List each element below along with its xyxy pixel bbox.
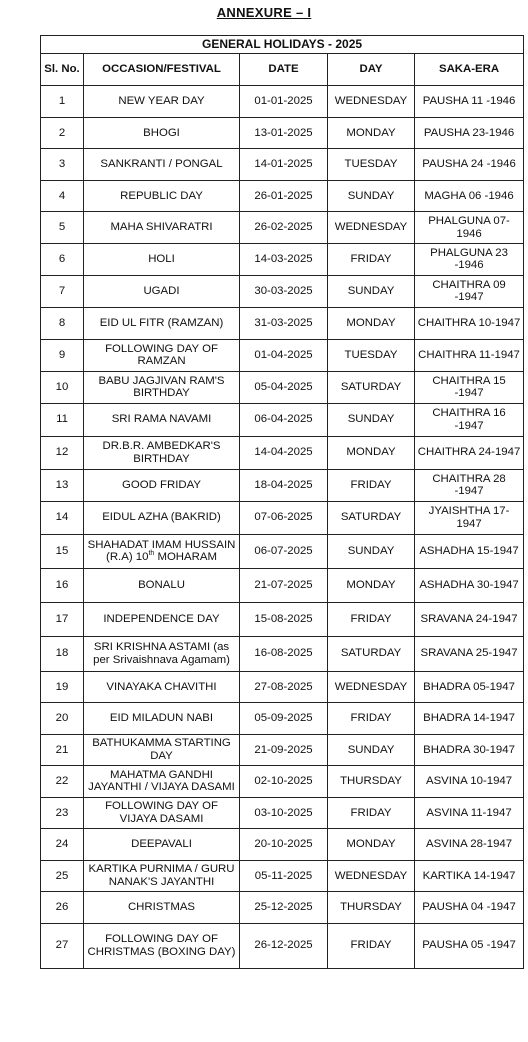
cell-occasion: DEEPAVALI xyxy=(84,829,240,861)
cell-saka-era: JYAISHTHA 17-1947 xyxy=(415,501,524,534)
cell-day: MONDAY xyxy=(328,829,415,861)
cell-date: 21-07-2025 xyxy=(240,568,328,602)
cell-occasion: SRI KRISHNA ASTAMI (as per Srivaishnava Agamam) xyxy=(84,636,240,671)
cell-date: 20-10-2025 xyxy=(240,829,328,861)
table-row xyxy=(41,636,524,671)
cell-saka-era: CHAITHRA 24-1947 xyxy=(415,436,524,469)
cell-sl-no: 18 xyxy=(41,636,84,671)
cell-sl-no: 13 xyxy=(41,469,84,501)
table-row xyxy=(41,149,524,181)
table-row xyxy=(41,212,524,244)
table-row xyxy=(41,403,524,436)
cell-date: 16-08-2025 xyxy=(240,636,328,671)
cell-day: MONDAY xyxy=(328,568,415,602)
cell-date: 14-01-2025 xyxy=(240,149,328,181)
cell-sl-no: 21 xyxy=(41,734,84,766)
cell-date: 25-12-2025 xyxy=(240,892,328,924)
cell-occasion: REPUBLIC DAY xyxy=(84,180,240,212)
cell-occasion: CHRISTMAS xyxy=(84,892,240,924)
table-row xyxy=(41,703,524,735)
cell-day: SUNDAY xyxy=(328,180,415,212)
table-row xyxy=(41,469,524,501)
header-occasion: OCCASION/FESTIVAL xyxy=(84,54,240,86)
cell-saka-era: PHALGUNA 23 -1946 xyxy=(415,244,524,276)
cell-saka-era: CHAITHRA 28 -1947 xyxy=(415,469,524,501)
cell-occasion: SRI RAMA NAVAMI xyxy=(84,403,240,436)
cell-saka-era: ASVINA 10-1947 xyxy=(415,766,524,798)
cell-date: 03-10-2025 xyxy=(240,797,328,829)
cell-day: SUNDAY xyxy=(328,275,415,307)
cell-sl-no: 20 xyxy=(41,703,84,735)
cell-date: 02-10-2025 xyxy=(240,766,328,798)
cell-date: 14-03-2025 xyxy=(240,244,328,276)
cell-saka-era: PAUSHA 04 -1947 xyxy=(415,892,524,924)
cell-saka-era: ASHADHA 15-1947 xyxy=(415,534,524,568)
cell-saka-era: CHAITHRA 11-1947 xyxy=(415,339,524,371)
cell-day: SATURDAY xyxy=(328,501,415,534)
cell-date: 05-04-2025 xyxy=(240,371,328,403)
cell-sl-no: 23 xyxy=(41,797,84,829)
cell-sl-no: 26 xyxy=(41,892,84,924)
cell-saka-era: BHADRA 30-1947 xyxy=(415,734,524,766)
cell-saka-era: PAUSHA 24 -1946 xyxy=(415,149,524,181)
cell-day: FRIDAY xyxy=(328,244,415,276)
cell-day: SATURDAY xyxy=(328,371,415,403)
cell-date: 01-04-2025 xyxy=(240,339,328,371)
cell-occasion: GOOD FRIDAY xyxy=(84,469,240,501)
cell-occasion: EID MILADUN NABI xyxy=(84,703,240,735)
cell-occasion: NEW YEAR DAY xyxy=(84,86,240,118)
cell-saka-era: BHADRA 14-1947 xyxy=(415,703,524,735)
cell-date: 21-09-2025 xyxy=(240,734,328,766)
cell-day: FRIDAY xyxy=(328,703,415,735)
cell-occasion: FOLLOWING DAY OF RAMZAN xyxy=(84,339,240,371)
table-row xyxy=(41,501,524,534)
cell-saka-era: PHALGUNA 07-1946 xyxy=(415,212,524,244)
cell-saka-era: MAGHA 06 -1946 xyxy=(415,180,524,212)
cell-day: WEDNESDAY xyxy=(328,671,415,703)
cell-sl-no: 4 xyxy=(41,180,84,212)
cell-saka-era: SRAVANA 25-1947 xyxy=(415,636,524,671)
cell-day: MONDAY xyxy=(328,436,415,469)
cell-saka-era: CHAITHRA 09 -1947 xyxy=(415,275,524,307)
cell-sl-no: 12 xyxy=(41,436,84,469)
cell-sl-no: 17 xyxy=(41,602,84,636)
cell-occasion: EID UL FITR (RAMZAN) xyxy=(84,307,240,339)
cell-sl-no: 25 xyxy=(41,860,84,892)
cell-occasion: MAHA SHIVARATRI xyxy=(84,212,240,244)
table-row xyxy=(41,307,524,339)
cell-day: WEDNESDAY xyxy=(328,86,415,118)
header-day: DAY xyxy=(328,54,415,86)
table-row xyxy=(41,734,524,766)
table-row xyxy=(41,892,524,924)
cell-saka-era: ASVINA 28-1947 xyxy=(415,829,524,861)
cell-saka-era: BHADRA 05-1947 xyxy=(415,671,524,703)
cell-saka-era: SRAVANA 24-1947 xyxy=(415,602,524,636)
cell-day: MONDAY xyxy=(328,117,415,149)
cell-occasion: KARTIKA PURNIMA / GURU NANAK'S JAYANTHI xyxy=(84,860,240,892)
table-row xyxy=(41,275,524,307)
cell-day: FRIDAY xyxy=(328,923,415,968)
cell-day: SUNDAY xyxy=(328,403,415,436)
cell-sl-no: 3 xyxy=(41,149,84,181)
cell-day: THURSDAY xyxy=(328,766,415,798)
cell-occasion: INDEPENDENCE DAY xyxy=(84,602,240,636)
cell-saka-era: KARTIKA 14-1947 xyxy=(415,860,524,892)
cell-date: 27-08-2025 xyxy=(240,671,328,703)
header-date: DATE xyxy=(240,54,328,86)
table-row xyxy=(41,829,524,861)
cell-sl-no: 7 xyxy=(41,275,84,307)
table-row xyxy=(41,436,524,469)
cell-occasion: FOLLOWING DAY OF VIJAYA DASAMI xyxy=(84,797,240,829)
cell-sl-no: 19 xyxy=(41,671,84,703)
cell-date: 15-08-2025 xyxy=(240,602,328,636)
cell-sl-no: 24 xyxy=(41,829,84,861)
cell-sl-no: 1 xyxy=(41,86,84,118)
cell-date: 18-04-2025 xyxy=(240,469,328,501)
cell-sl-no: 10 xyxy=(41,371,84,403)
table-row xyxy=(41,860,524,892)
table-row xyxy=(41,797,524,829)
holidays-table xyxy=(40,35,524,969)
table-row xyxy=(41,671,524,703)
cell-sl-no: 27 xyxy=(41,923,84,968)
table-row xyxy=(41,371,524,403)
table-row xyxy=(41,339,524,371)
cell-saka-era: CHAITHRA 16 -1947 xyxy=(415,403,524,436)
cell-occasion: BHOGI xyxy=(84,117,240,149)
cell-day: SUNDAY xyxy=(328,534,415,568)
cell-sl-no: 16 xyxy=(41,568,84,602)
cell-saka-era: PAUSHA 05 -1947 xyxy=(415,923,524,968)
cell-date: 05-11-2025 xyxy=(240,860,328,892)
table-row xyxy=(41,86,524,118)
cell-occasion: FOLLOWING DAY OF CHRISTMAS (BOXING DAY) xyxy=(84,923,240,968)
cell-occasion: BABU JAGJIVAN RAM'S BIRTHDAY xyxy=(84,371,240,403)
cell-date: 31-03-2025 xyxy=(240,307,328,339)
cell-occasion: HOLI xyxy=(84,244,240,276)
table-row xyxy=(41,923,524,968)
table-title: GENERAL HOLIDAYS - 2025 xyxy=(41,36,524,54)
cell-sl-no: 5 xyxy=(41,212,84,244)
cell-occasion: SANKRANTI / PONGAL xyxy=(84,149,240,181)
cell-date: 07-06-2025 xyxy=(240,501,328,534)
cell-day: MONDAY xyxy=(328,307,415,339)
cell-date: 01-01-2025 xyxy=(240,86,328,118)
cell-sl-no: 14 xyxy=(41,501,84,534)
cell-occasion: VINAYAKA CHAVITHI xyxy=(84,671,240,703)
cell-occasion: BONALU xyxy=(84,568,240,602)
cell-day: WEDNESDAY xyxy=(328,860,415,892)
cell-date: 26-01-2025 xyxy=(240,180,328,212)
cell-occasion: EIDUL AZHA (BAKRID) xyxy=(84,501,240,534)
cell-date: 06-07-2025 xyxy=(240,534,328,568)
cell-sl-no: 2 xyxy=(41,117,84,149)
cell-occasion: UGADI xyxy=(84,275,240,307)
cell-day: THURSDAY xyxy=(328,892,415,924)
cell-sl-no: 8 xyxy=(41,307,84,339)
cell-occasion: MAHATMA GANDHI JAYANTHI / VIJAYA DASAMI xyxy=(84,766,240,798)
cell-sl-no: 11 xyxy=(41,403,84,436)
cell-day: FRIDAY xyxy=(328,469,415,501)
cell-date: 30-03-2025 xyxy=(240,275,328,307)
cell-sl-no: 9 xyxy=(41,339,84,371)
cell-saka-era: CHAITHRA 15 -1947 xyxy=(415,371,524,403)
annexure-heading: ANNEXURE – I xyxy=(216,5,312,20)
table-row xyxy=(41,244,524,276)
cell-day: SUNDAY xyxy=(328,734,415,766)
cell-occasion: SHAHADAT IMAM HUSSAIN (R.A) 10th MOHARAM xyxy=(84,534,240,568)
cell-day: WEDNESDAY xyxy=(328,212,415,244)
cell-sl-no: 6 xyxy=(41,244,84,276)
cell-date: 06-04-2025 xyxy=(240,403,328,436)
cell-date: 26-02-2025 xyxy=(240,212,328,244)
cell-day: TUESDAY xyxy=(328,149,415,181)
cell-sl-no: 22 xyxy=(41,766,84,798)
cell-day: FRIDAY xyxy=(328,602,415,636)
cell-saka-era: CHAITHRA 10-1947 xyxy=(415,307,524,339)
cell-day: FRIDAY xyxy=(328,797,415,829)
table-row xyxy=(41,766,524,798)
cell-date: 05-09-2025 xyxy=(240,703,328,735)
cell-occasion: DR.B.R. AMBEDKAR'S BIRTHDAY xyxy=(84,436,240,469)
cell-saka-era: ASHADHA 30-1947 xyxy=(415,568,524,602)
cell-date: 13-01-2025 xyxy=(240,117,328,149)
cell-sl-no: 15 xyxy=(41,534,84,568)
header-saka-era: SAKA-ERA xyxy=(415,54,524,86)
cell-occasion: BATHUKAMMA STARTING DAY xyxy=(84,734,240,766)
header-sl-no: Sl. No. xyxy=(41,54,84,86)
cell-day: TUESDAY xyxy=(328,339,415,371)
cell-date: 14-04-2025 xyxy=(240,436,328,469)
table-row xyxy=(41,180,524,212)
table-row xyxy=(41,602,524,636)
cell-date: 26-12-2025 xyxy=(240,923,328,968)
cell-saka-era: PAUSHA 11 -1946 xyxy=(415,86,524,118)
table-row xyxy=(41,117,524,149)
cell-saka-era: ASVINA 11-1947 xyxy=(415,797,524,829)
table-row xyxy=(41,568,524,602)
table-row xyxy=(41,534,524,568)
cell-saka-era: PAUSHA 23-1946 xyxy=(415,117,524,149)
cell-day: SATURDAY xyxy=(328,636,415,671)
